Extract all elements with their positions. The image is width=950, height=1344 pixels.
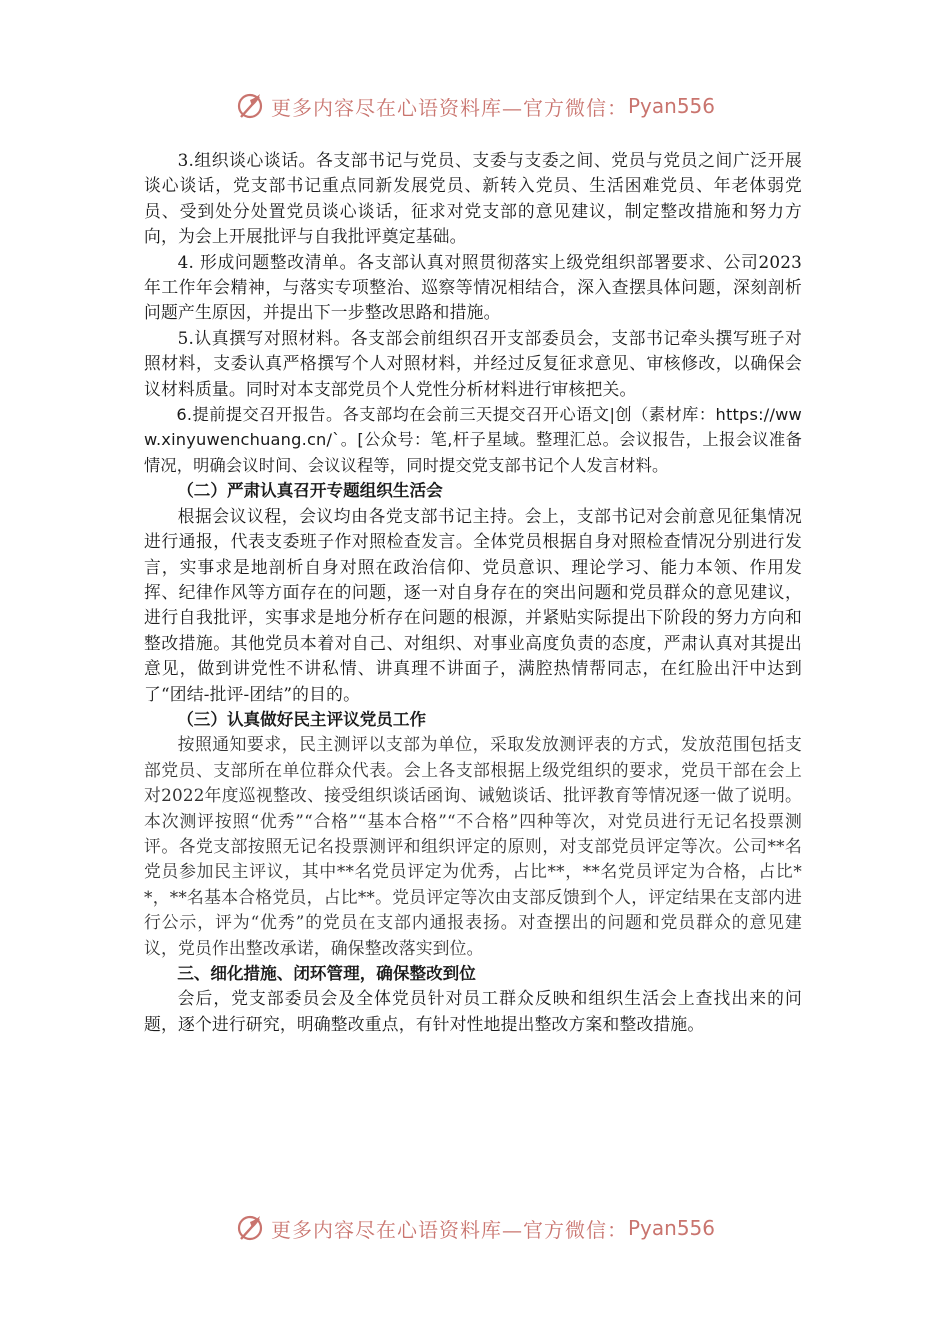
section-heading-3: （三）认真做好民主评议党员工作 (177, 709, 427, 729)
paragraph-9: 会后，党支部委员会及全体党员针对员工群众反映和组织生活会上查找出来的问题，逐个进行研究，明确整改重点，有针对性地提出整改方案和整改措施。 (144, 988, 802, 1034)
paragraph-8: 按照通知要求，民主测评以支部为单位，采取发放测评表的方式，发放范围包括支部党员、支部所在单位群众代表。会上各支部根据上级党组织的要求，党员干部在会上对2022年度巡视整改、接受组织谈话函询、诫勉谈话、批评教育等情况逐一做了说明。本次测评按照“优秀”“合格”“基本合格”“不合格”四种等次，对党员进行无记名投票测评。各党支部按照无记名投票测评和组织评定的原则，对支部党员评定等次。公司**名党员参加民主评议，其中**名党员评定为优秀，占比**，**名党员评定为合格，占比**，**名基本合格党员，占比**。党员评定等次由支部反馈到个人，评定结果在支部内进行公示，评为“优秀”的党员在支部内通报表扬。对查摆出的问题和党员群众的意见建议，党员作出整改承诺，确保整改落实到位。 (144, 734, 802, 958)
quill-logo-icon (235, 1213, 265, 1243)
watermark-text: 更多内容尽在心语资料库—官方微信： (270, 95, 628, 120)
watermark-footer (0, 1208, 950, 1248)
document-body (144, 148, 802, 1037)
paragraph-4: 4. 形成问题整改清单。各支部认真对照贯彻落实上级党组织部署要求、公司2023年工作年会精神，与落实专项整治、巡察等情况相结合，深入查摆具体问题，深刻剖析问题产生原因，并提出下一步整改思路和措施。 (144, 251, 802, 323)
paragraph-6: 6.提前提交召开报告。各支部均在会前三天提交召开心语文|创（素材库：https://www.xinyuwenchuang.cn/`。[公众号：笔,杆子星域。整理汇总。会议报告，上报会议准备情况，明确会议时间、会议议程等，同时提交党支部书记个人发言材料。 (144, 405, 802, 475)
paragraph-3: 3.组织谈心谈话。各支部书记与党员、支委与支委之间、党员与党员之间广泛开展谈心谈话，党支部书记重点同新发展党员、新转入党员、生活困难党员、年老体弱党员、受到处分处置党员谈心谈话，征求对党支部的意见建议，制定整改措施和努力方向，为会上开展批评与自我批评奠定基础。 (144, 150, 802, 247)
paragraph-5: 5.认真撰写对照材料。各支部会前组织召开支部委员会，支部书记牵头撰写班子对照材料，支委认真严格撰写个人对照材料，并经过反复征求意见、审核修改，以确保会议材料质量。同时对本支部党员个人党性分析材料进行审核把关。 (144, 327, 802, 399)
watermark-text: 更多内容尽在心语资料库—官方微信： (270, 1217, 628, 1242)
watermark-wechat-id: Pyan556 (627, 1216, 715, 1240)
section-heading-2: （二）严肃认真召开专题组织生活会 (177, 481, 443, 501)
quill-logo-icon (235, 91, 265, 121)
watermark-wechat-id: Pyan556 (627, 94, 715, 118)
paragraph-7: 根据会议议程，会议均由各党支部书记主持。会上，支部书记对会前意见征集情况进行通报，代表支委班子作对照检查发言。全体党员根据自身对照检查情况分别进行发言，实事求是地剖析自身对照在政治信仰、党员意识、理论学习、能力本领、作用发挥、纪律作风等方面存在的问题，逐一对自身存在的突出问题和党员群众的意见建议，进行自我批评，实事求是地分析存在问题的根源，并紧贴实际提出下阶段的努力方向和整改措施。其他党员本着对自己、对组织、对事业高度负责的态度，严肃认真对其提出意见，做到讲党性不讲私情、讲真理不讲面子，满腔热情帮同志，在红脸出汗中达到了“团结-批评-团结”的目的。 (144, 505, 802, 704)
watermark-header (0, 86, 950, 126)
section-heading-4: 三、细化措施、闭环管理，确保整改到位 (177, 964, 476, 983)
